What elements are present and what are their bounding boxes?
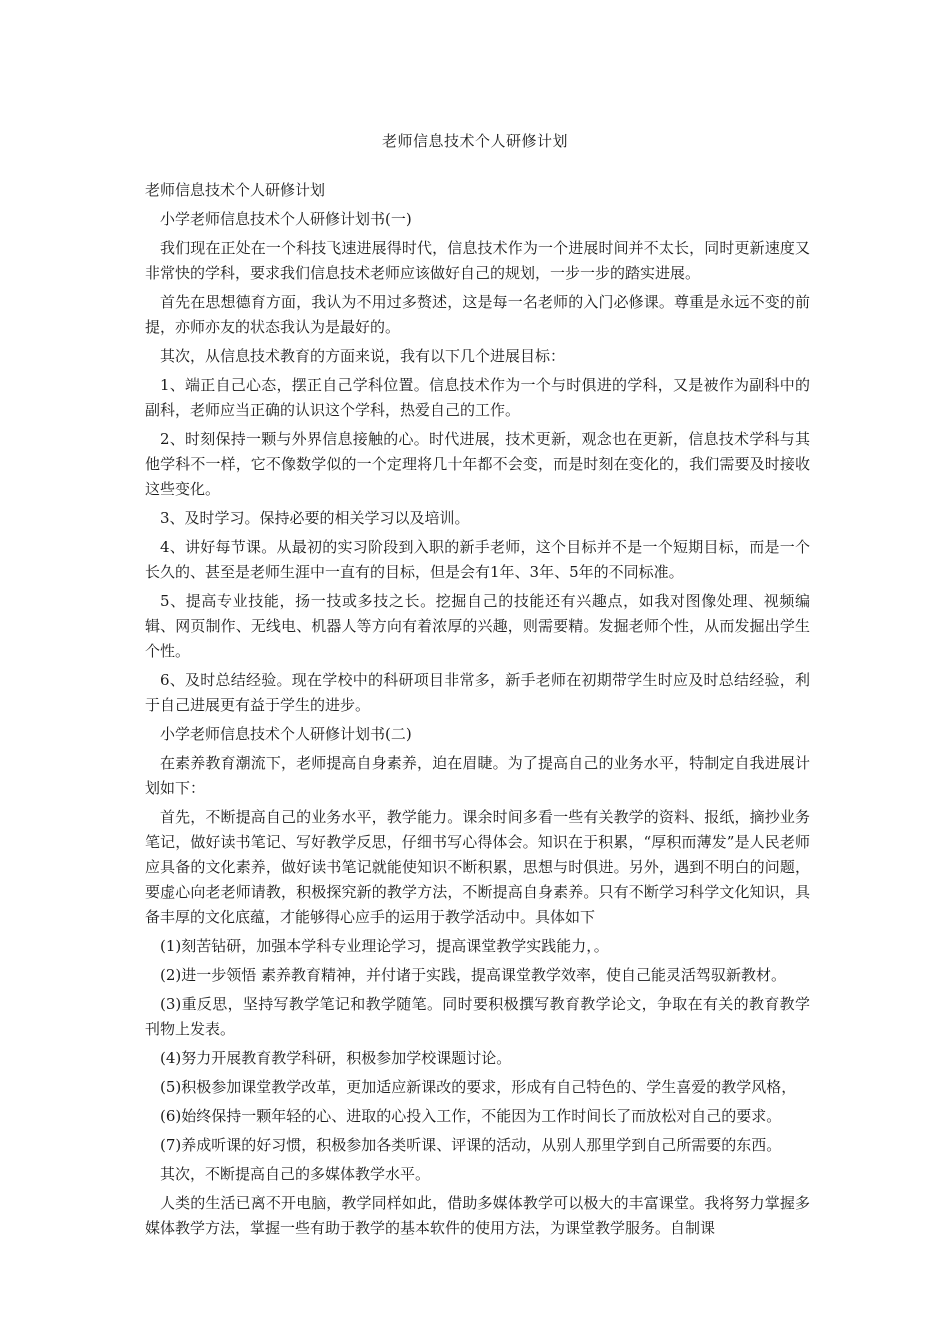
paragraph: 首先，不断提高自己的业务水平，教学能力。课余时间多看一些有关教学的资料、报纸，摘抄业务笔记，做好读书笔记、写好教学反思，仔细书写心得体会。知识在于积累，“厚积而薄发”是人民老师应具备的文化素养，做好读书笔记就能使知识不断积累，思想与时俱进。另外，遇到不明白的问题，要虚心向老老师请教，积极探究新的教学方法，不断提高自身素养。只有不断学习科学文化知识，具备丰厚的文化底蕴，才能够得心应手的运用于教学活动中。具体如下	[145, 808, 810, 926]
paragraph: 5、提高专业技能，扬一技或多技之长。挖掘自己的技能还有兴趣点，如我对图像处理、视频编辑、网页制作、无线电、机器人等方向有着浓厚的兴趣，则需要精。发掘老师个性，从而发掘出学生个性。	[145, 592, 810, 660]
paragraph: 在素养教育潮流下，老师提高自身素养，迫在眉睫。为了提高自己的业务水平，特制定自我进展计划如下：	[145, 754, 810, 797]
paragraph: 其次，不断提高自己的多媒体教学水平。	[160, 1165, 431, 1183]
document-subtitle: 老师信息技术个人研修计划	[145, 181, 326, 199]
paragraph: 3、及时学习。保持必要的相关学习以及培训。	[160, 509, 470, 527]
document-title: 老师信息技术个人研修计划	[381, 132, 568, 150]
paragraph: (4)努力开展教育教学科研，积极参加学校课题讨论。	[160, 1049, 512, 1067]
paragraph: (6)始终保持一颗年轻的心、进取的心投入工作，不能因为工作时间长了而放松对自己的要求。	[160, 1107, 782, 1125]
paragraph: 我们现在正处在一个科技飞速进展得时代，信息技术作为一个进展时间并不太长，同时更新速度又非常快的学科，要求我们信息技术老师应该做好自己的规划，一步一步的踏实进展。	[145, 239, 810, 282]
paragraph: 6、及时总结经验。现在学校中的科研项目非常多，新手老师在初期带学生时应及时总结经验，利于自己进展更有益于学生的进步。	[145, 671, 810, 714]
paragraph: (2)进一步领悟 素养教育精神，并付诸于实践，提高课堂教学效率，使自己能灵活驾驭新教材。	[160, 966, 787, 984]
document-body	[145, 178, 810, 1245]
paragraph: 其次，从信息技术教育的方面来说，我有以下几个进展目标：	[160, 347, 566, 365]
paragraph: (1)刻苦钻研，加强本学科专业理论学习，提高课堂教学实践能力，。	[160, 937, 609, 955]
paragraph: 人类的生活已离不开电脑，教学同样如此，借助多媒体教学可以极大的丰富课堂。我将努力掌握多媒体教学方法，掌握一些有助于教学的基本软件的使用方法，为课堂教学服务。自制课	[145, 1194, 810, 1237]
paragraph: (5)积极参加课堂教学改革，更加适应新课改的要求，形成有自己特色的、学生喜爱的教学风格，	[160, 1078, 797, 1096]
paragraph: (7)养成听课的好习惯，积极参加各类听课、评课的活动，从别人那里学到自己所需要的东西。	[160, 1136, 782, 1154]
paragraph: 小学老师信息技术个人研修计划书(二)	[160, 725, 412, 743]
paragraph: 首先在思想德育方面，我认为不用过多赘述，这是每一名老师的入门必修课。尊重是永远不变的前提，亦师亦友的状态我认为是最好的。	[145, 293, 810, 336]
paragraph: (3)重反思，坚持写教学笔记和教学随笔。同时要积极撰写教育教学论文，争取在有关的教育教学刊物上发表。	[145, 995, 810, 1038]
paragraph: 1、端正自己心态，摆正自己学科位置。信息技术作为一个与时俱进的学科，又是被作为副科中的副科，老师应当正确的认识这个学科，热爱自己的工作。	[145, 376, 810, 419]
paragraph: 4、讲好每节课。从最初的实习阶段到入职的新手老师，这个目标并不是一个短期目标，而是一个长久的、甚至是老师生涯中一直有的目标，但是会有1年、3年、5年的不同标准。	[145, 538, 810, 581]
paragraph: 2、时刻保持一颗与外界信息接触的心。时代进展，技术更新，观念也在更新，信息技术学科与其他学科不一样，它不像数学似的一个定理将几十年都不会变，而是时刻在变化的，我们需要及时接收这些变化。	[145, 430, 810, 498]
paragraph: 小学老师信息技术个人研修计划书(一)	[160, 210, 412, 228]
